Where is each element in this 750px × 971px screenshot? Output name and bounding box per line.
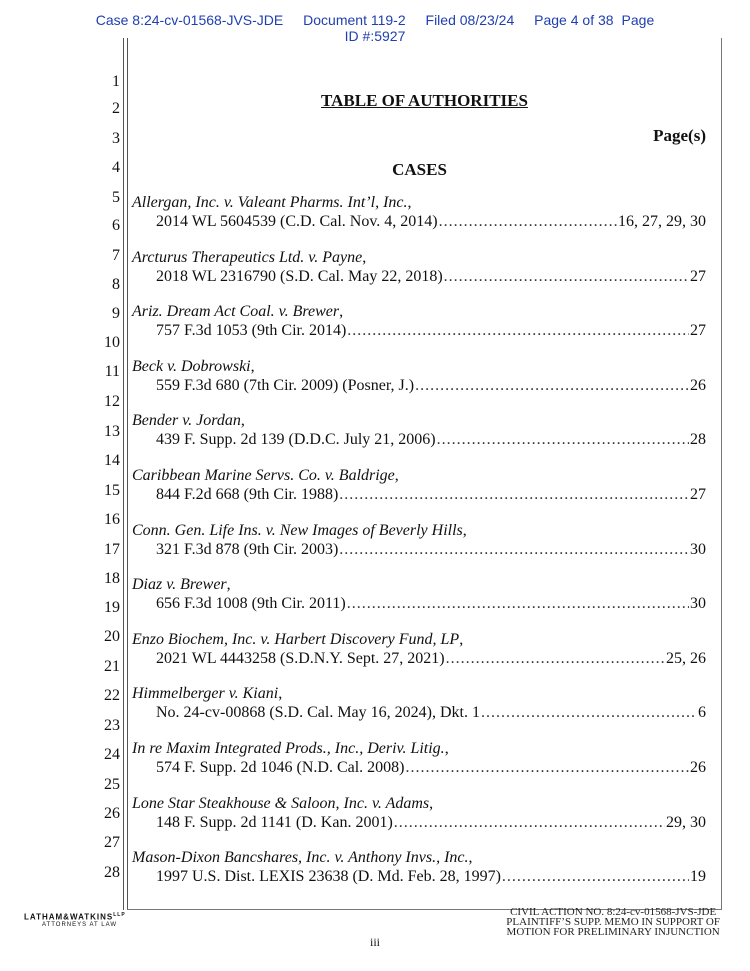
- line-number: 10: [104, 334, 120, 351]
- case-citation: No. 24-cv-00868 (S.D. Cal. May 16, 2024), Dkt. 1: [156, 704, 480, 721]
- case-citation: 844 F.2d 668 (9th Cir. 1988): [156, 486, 339, 503]
- pages-column-label: Page(s): [653, 126, 706, 145]
- filed-date: Filed 08/23/24: [425, 12, 515, 28]
- line-number: 22: [104, 687, 120, 704]
- line-number: 11: [104, 363, 120, 380]
- dot-leader: [347, 594, 689, 613]
- authority-entry: [132, 466, 706, 504]
- page-references: 26: [690, 759, 706, 776]
- dot-leader: [394, 813, 665, 832]
- case-name-comma: ,: [339, 303, 344, 320]
- case-name-comma: ,: [278, 685, 283, 702]
- line-number: 24: [104, 746, 120, 763]
- dot-leader: [437, 430, 689, 449]
- authority-entry: [132, 575, 706, 613]
- line-number: 17: [104, 541, 120, 558]
- page-references: 30: [690, 541, 706, 558]
- page-references: 27: [690, 268, 706, 285]
- case-name-comma: ,: [362, 249, 367, 266]
- firm-suffix: LLP: [113, 912, 126, 918]
- dot-leader: [481, 703, 697, 722]
- line-number: 27: [104, 834, 120, 851]
- case-name-comma: ,: [407, 194, 412, 211]
- authority-entry: [132, 630, 706, 668]
- line-number: 5: [112, 189, 120, 206]
- case-citation: 2014 WL 5604539 (C.D. Cal. Nov. 4, 2014): [156, 213, 438, 230]
- footer-caption: [506, 907, 720, 937]
- line-number: 13: [104, 423, 120, 440]
- line-number: 9: [112, 305, 120, 322]
- authority-entry: [132, 739, 706, 777]
- caption-line-1: CIVIL ACTION NO. 8:24-cv-01568-JVS-JDE: [510, 906, 717, 918]
- line-number: 28: [104, 864, 120, 881]
- line-number: 7: [112, 247, 120, 264]
- firm-logo: [24, 912, 126, 928]
- page-id: ID #:5927: [344, 28, 406, 44]
- case-citation: 559 F.3d 680 (7th Cir. 2009) (Posner, J.): [156, 377, 415, 394]
- line-number: 6: [112, 217, 120, 234]
- right-margin-rule: [721, 38, 722, 910]
- case-name: Diaz v. Brewer: [132, 576, 227, 593]
- dot-leader: [415, 376, 689, 395]
- page-references: 26: [690, 377, 706, 394]
- page-references: 6: [698, 704, 706, 721]
- dot-leader: [444, 267, 689, 286]
- case-name: Conn. Gen. Life Ins. v. New Images of Beverly Hills: [132, 522, 463, 539]
- page-references: 30: [690, 595, 706, 612]
- dot-leader: [339, 540, 689, 559]
- line-number: 8: [112, 276, 120, 293]
- page-title: TABLE OF AUTHORITIES: [321, 91, 528, 110]
- firm-subtitle: ATTORNEYS AT LAW: [42, 921, 118, 928]
- case-citation: 439 F. Supp. 2d 139 (D.D.C. July 21, 2006): [156, 431, 436, 448]
- dot-leader: [446, 649, 665, 668]
- line-number: 19: [104, 599, 120, 616]
- line-number: 15: [104, 482, 120, 499]
- line-number: 18: [104, 570, 120, 587]
- authority-entry: [132, 684, 706, 722]
- case-name: Caribbean Marine Servs. Co. v. Baldrige: [132, 467, 395, 484]
- line-number: 23: [104, 717, 120, 734]
- case-name-comma: ,: [240, 412, 245, 429]
- document-number: Document 119-2: [303, 12, 406, 28]
- case-citation: 148 F. Supp. 2d 1141 (D. Kan. 2001): [156, 814, 393, 831]
- dot-leader: [339, 485, 689, 504]
- authority-entry: [132, 248, 706, 286]
- case-name-comma: ,: [444, 740, 449, 757]
- case-name-comma: ,: [429, 795, 434, 812]
- case-citation: 656 F.3d 1008 (9th Cir. 2011): [156, 595, 346, 612]
- case-citation: 2021 WL 4443258 (S.D.N.Y. Sept. 27, 2021): [156, 650, 445, 667]
- caption-line-3: MOTION FOR PRELIMINARY INJUNCTION: [506, 926, 720, 938]
- case-name: Arcturus Therapeutics Ltd. v. Payne: [132, 249, 363, 266]
- page-references: 16, 27, 29, 30: [618, 213, 706, 230]
- firm-name: LATHAM&WATKINS: [24, 912, 114, 922]
- dot-leader: [502, 867, 689, 886]
- case-citation: 321 F.3d 878 (9th Cir. 2003): [156, 541, 339, 558]
- page-references: 27: [690, 322, 706, 339]
- case-name-comma: ,: [250, 358, 255, 375]
- page-of-total: Page 4 of 38: [534, 12, 614, 28]
- case-number: Case 8:24-cv-01568-JVS-JDE: [95, 12, 284, 28]
- court-header: [0, 12, 750, 44]
- case-name-comma: ,: [459, 631, 464, 648]
- authority-entry: [132, 411, 706, 449]
- case-citation: 1997 U.S. Dist. LEXIS 23638 (D. Md. Feb. 28, 1997): [156, 868, 501, 885]
- line-number: 20: [104, 628, 120, 645]
- line-number: 25: [104, 776, 120, 793]
- case-name-comma: ,: [394, 467, 399, 484]
- authority-entry: [132, 193, 706, 231]
- page-references: 27: [690, 486, 706, 503]
- line-number: 16: [104, 511, 120, 528]
- line-number: 26: [104, 805, 120, 822]
- case-name: Mason-Dixon Bancshares, Inc. v. Anthony Invs., Inc.: [132, 849, 469, 866]
- page-references: 25, 26: [666, 650, 706, 667]
- line-number: 2: [112, 100, 120, 117]
- case-name: Himmelberger v. Kiani: [132, 685, 279, 702]
- case-name: Allergan, Inc. v. Valeant Pharms. Int’l, Inc.: [132, 194, 408, 211]
- case-name-comma: ,: [226, 576, 231, 593]
- caption-line-2: PLAINTIFF’S SUPP. MEMO IN SUPPORT OF: [506, 916, 720, 928]
- section-heading-cases: CASES: [392, 160, 447, 179]
- dot-leader: [439, 212, 617, 231]
- line-number: 3: [112, 130, 120, 147]
- page-label: Page: [621, 12, 655, 28]
- authority-entry: [132, 302, 706, 340]
- authority-entry: [132, 794, 706, 832]
- case-name-comma: ,: [462, 522, 467, 539]
- case-name: Enzo Biochem, Inc. v. Harbert Discovery Fund, LP: [132, 631, 460, 648]
- line-number: 14: [104, 452, 120, 469]
- case-name-comma: ,: [468, 849, 473, 866]
- dot-leader: [347, 321, 689, 340]
- case-name: In re Maxim Integrated Prods., Inc., Deriv. Litig.: [132, 740, 445, 757]
- case-name: Lone Star Steakhouse & Saloon, Inc. v. Adams: [132, 795, 430, 812]
- page-number: iii: [369, 935, 380, 949]
- left-margin-rule: [123, 38, 124, 910]
- case-name: Beck v. Dobrowski: [132, 358, 251, 375]
- case-citation: 574 F. Supp. 2d 1046 (N.D. Cal. 2008): [156, 759, 405, 776]
- page-references: 28: [690, 431, 706, 448]
- line-number: 1: [112, 73, 120, 90]
- authority-entry: [132, 521, 706, 559]
- line-number: 4: [112, 159, 120, 176]
- line-number: 12: [104, 393, 120, 410]
- page-references: 29, 30: [666, 814, 706, 831]
- case-name: Ariz. Dream Act Coal. v. Brewer: [132, 303, 340, 320]
- dot-leader: [406, 758, 690, 777]
- case-citation: 757 F.3d 1053 (9th Cir. 2014): [156, 322, 347, 339]
- authority-entry: [132, 357, 706, 395]
- authority-entry: [132, 848, 706, 886]
- case-name: Bender v. Jordan: [132, 412, 241, 429]
- line-number: 21: [104, 658, 120, 675]
- case-citation: 2018 WL 2316790 (S.D. Cal. May 22, 2018): [156, 268, 443, 285]
- page-references: 19: [690, 868, 706, 885]
